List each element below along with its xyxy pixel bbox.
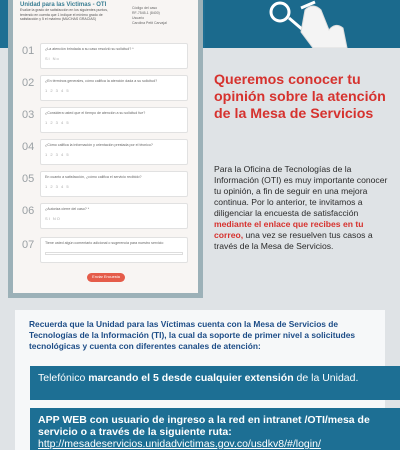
question-text: ¿En términos generales, cómo califica la atención dada a su solicitud? (45, 79, 158, 83)
phone-channel-suffix: de la Unidad. (293, 372, 359, 384)
question-text: ¿Cómo califica la información y orientación prestada por el técnico? (45, 143, 153, 147)
web-channel-text: APP WEB con usuario de ingreso a la red en intranet /OTI/mesa de servicio o a través de la siguiente ruta: (38, 414, 370, 438)
intro-paragraph (214, 164, 392, 252)
answer-options[interactable]: Si No (45, 56, 60, 61)
question-card (40, 75, 188, 101)
meta-line: Usuario (132, 16, 145, 20)
question-text: En cuanto a satisfacción, ¿cómo califica el servicio recibido? (45, 175, 142, 179)
pointer-hand-icon (205, 0, 400, 48)
question-number: 03 (22, 109, 35, 121)
question-card (40, 203, 188, 229)
phone-channel-instruction: marcando el 5 desde cualquier extensión (88, 372, 294, 384)
web-channel (30, 408, 400, 450)
question-card (40, 43, 188, 69)
question-row (22, 171, 198, 199)
comment-field[interactable] (45, 252, 183, 255)
phone-channel (30, 366, 400, 400)
question-row (22, 203, 198, 231)
submit-survey-button[interactable]: Enviar Encuesta (87, 273, 125, 282)
question-card (40, 139, 188, 165)
question-number: 07 (22, 239, 35, 251)
info-text: Recuerda que la Unidad para las Víctimas cuenta con la Mesa de Servicios de Tecnologías de la Información (TI), la cual da soporte de primer nivel a solicitudes tecnológicas y cuenta con diferentes canales de atención: (29, 319, 356, 351)
question-card (40, 237, 188, 263)
question-number: 02 (22, 77, 35, 89)
meta-line: RF-7545-1 (8400) (132, 11, 160, 15)
question-row (22, 107, 198, 135)
question-number: 05 (22, 173, 35, 185)
rating-options[interactable]: 1 2 3 4 5 (45, 88, 70, 93)
form-intro: Evalúe la grado de satisfacción en los siguientes puntos, teniendo en cuenta que 1 indique el mínimo grado de satisfacción y 5 el máximo (MUCHAS GRACIAS) (20, 8, 108, 21)
question-card (40, 171, 188, 197)
question-row (22, 75, 198, 103)
form-header (20, 2, 120, 22)
question-number: 01 (22, 45, 35, 57)
form-title: Unidad para las Victimas - OTI (20, 2, 107, 8)
question-text: ¿Considera usted que el tiempo de atención a su solicitud fue? (45, 111, 146, 115)
service-desk-link[interactable]: http://mesadeservicios.unidadvictimas.gov.co/usdkv8/#/login/ (38, 438, 321, 450)
question-number: 06 (22, 205, 35, 217)
answer-options[interactable]: SI NO (45, 216, 61, 221)
meta-line: Código del caso (132, 6, 158, 10)
question-text: ¿La atención brindada a su caso resolvió su solicitud? * (45, 47, 134, 51)
rating-options[interactable]: 1 2 3 4 5 (45, 152, 70, 157)
question-row (22, 237, 198, 265)
page-title: Queremos conocer tu opinión sobre la atención de la Mesa de Servicios (214, 72, 386, 122)
question-card (40, 107, 188, 133)
meta-line: Carolina Petit Carvajal (132, 21, 167, 25)
hand-click-illustration (205, 0, 400, 48)
rating-options[interactable]: 1 2 3 4 5 (45, 184, 70, 189)
intro-text: Para la Oficina de Tecnologías de la Información (OTI) es muy importante conocer tu opinión, a fin de seguir en una mejora continua. Por lo anterior, te invitamos a diligenciar la encuesta de satisfacción (214, 164, 388, 218)
question-number: 04 (22, 141, 35, 153)
form-meta (132, 6, 167, 26)
rating-options[interactable]: 1 2 3 4 5 (45, 120, 70, 125)
question-text: Tiene usted algún comentario adicional o sugerencia para nuestro servicio (45, 241, 164, 245)
phone-channel-prefix: Telefónico (38, 372, 89, 384)
question-row (22, 43, 198, 71)
intro-highlight: mediante el enlace que recibes en tu correo, (214, 219, 364, 240)
intro-text-end: una vez se resuelven tus casos a través de la Mesa de Servicios. (214, 230, 373, 251)
question-row (22, 139, 198, 167)
question-text: ¿Autoriza cierre del caso? * (45, 207, 90, 211)
